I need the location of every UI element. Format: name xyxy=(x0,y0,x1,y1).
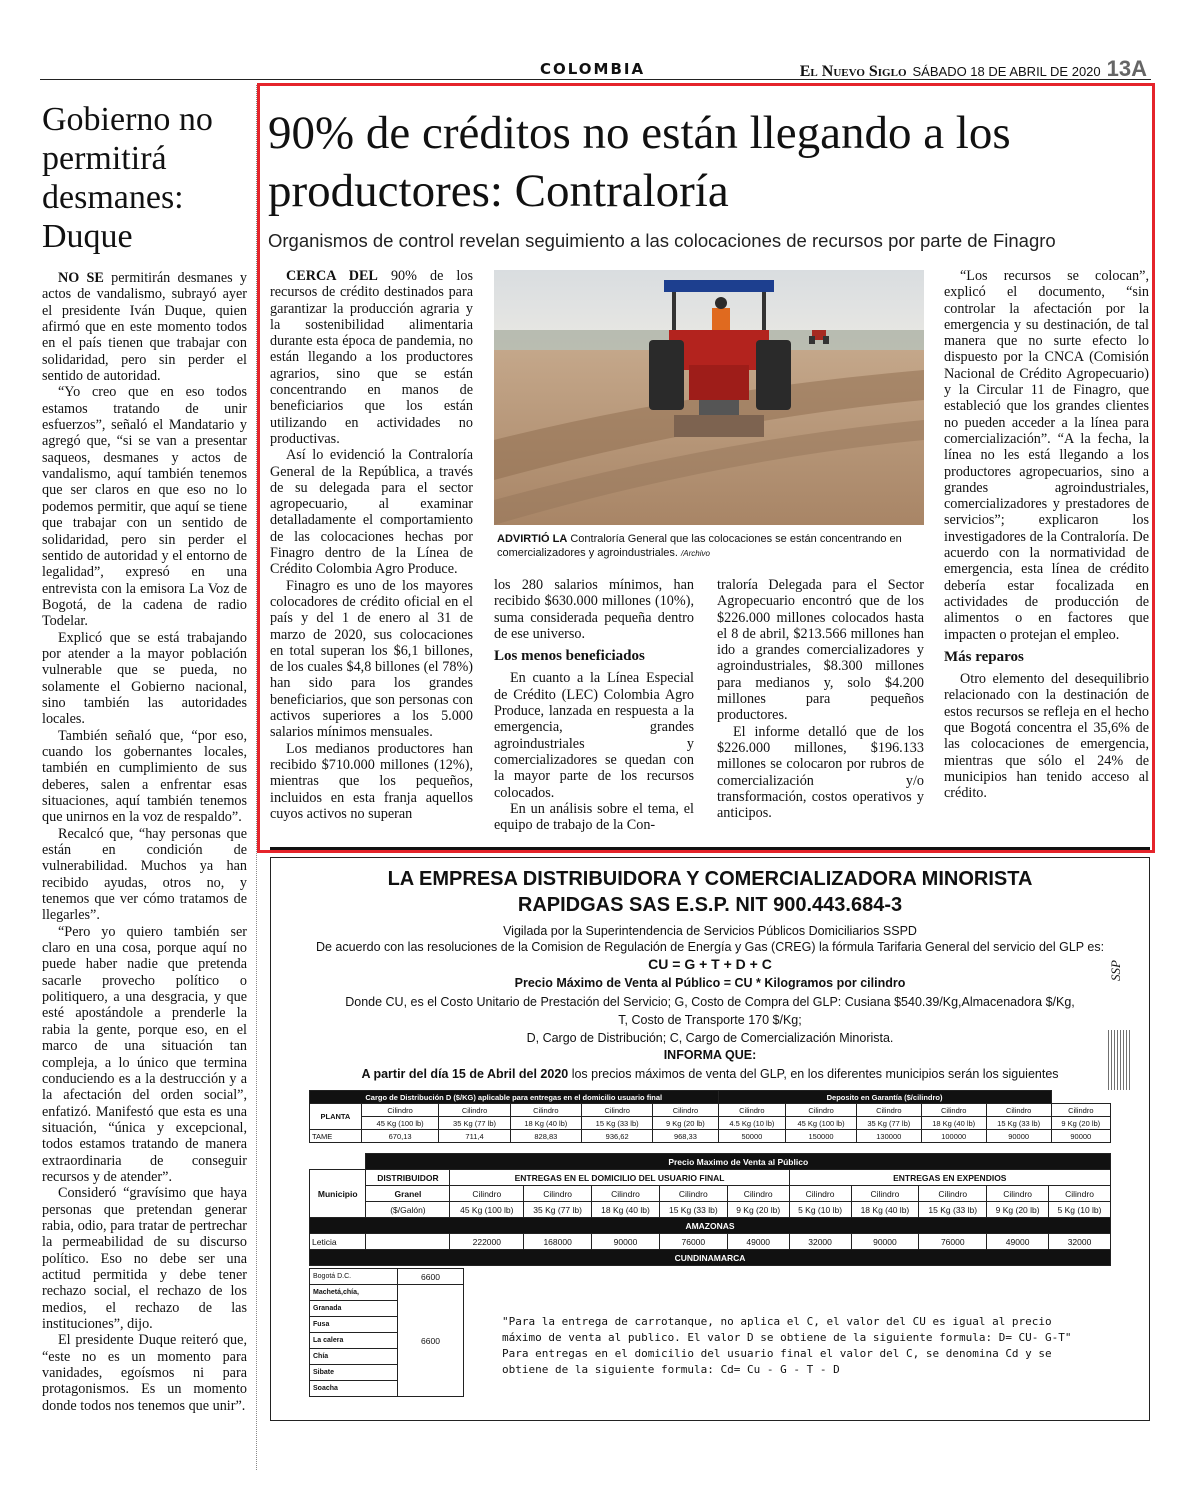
cilindro-label: Cilindro xyxy=(659,1186,727,1202)
amazonas-header: AMAZONAS xyxy=(310,1218,1111,1234)
municipio-name: Granada xyxy=(310,1301,398,1317)
cargo-distribucion-table xyxy=(309,1090,1111,1143)
lead-word: CERCA DEL xyxy=(286,268,378,284)
paragraph: Así lo evidenció la Contraloría General de la República, a través de su delegada para el sector agropecuario, al examinar detalladamente el comportamiento de las colocaciones hechas por Finagro dentro de la Línea de Crédito Colombia Agro Produce. xyxy=(270,447,473,578)
tame-value: 100000 xyxy=(921,1130,986,1143)
cylinder-size: 45 Kg (100 lb) xyxy=(361,1117,439,1130)
caption-lead: ADVIRTIÓ LA xyxy=(497,533,568,545)
cilindro-label: Cilindro xyxy=(786,1104,857,1117)
precio-header: Precio Maximo de Venta al Público xyxy=(366,1154,1111,1170)
paragraph: traloría Delegada para el Sector Agropecuario encontró que de los $226.000 millones colocados hasta el 8 de abril, $213.566 millones han ido a grandes comercializadores y agroindustriales, $8.300 millones para medianos y, solo $4.200 millones para pequeños productores. xyxy=(717,577,924,724)
photo-caption xyxy=(497,532,927,561)
leticia-label: Leticia xyxy=(310,1234,366,1250)
cylinder-size: 9 Kg (20 lb) xyxy=(987,1202,1049,1218)
cundinamarca-municipios-table xyxy=(309,1268,464,1397)
municipio-header: Municipio xyxy=(310,1170,366,1218)
cilindro-label: Cilindro xyxy=(582,1104,653,1117)
effective-date: A partir del día 15 de Abril del 2020 xyxy=(361,1067,569,1081)
effective-text: los precios máximos de venta del GLP, en los diferentes municipios serán los siguientes xyxy=(568,1067,1059,1081)
subheading: Los menos beneficiados xyxy=(494,648,645,665)
tractor-field-photo xyxy=(494,270,924,525)
tame-value: 936,62 xyxy=(582,1130,653,1143)
cilindro-label: Cilindro xyxy=(921,1104,986,1117)
cylinder-size: 35 Kg (77 lb) xyxy=(524,1202,592,1218)
cilindro-row xyxy=(310,1104,1111,1117)
granel-value: 6600 xyxy=(398,1269,464,1285)
paragraph-text: permitirán desmanes y actos de vandalismo, subrayó ayer el presidente Iván Duque, quien afirmó que en este momento todos en el país tienen que trabajar con solidaridad, pero sin perder el sentido de autoridad. xyxy=(42,270,247,385)
caption-text: Contraloría General que las colocaciones se están concentrando en comercializadores y agroindustriales. xyxy=(497,533,902,559)
paragraph: Explicó que se está trabajando por atender a la mayor población vulnerable que se pueda, no solamente el Gobierno nacional, sino también las autoridades locales. xyxy=(42,629,247,728)
municipio-name: Chía xyxy=(310,1349,398,1365)
paragraph xyxy=(270,268,473,447)
cylinder-size: 45 Kg (100 lb) xyxy=(450,1202,524,1218)
sspd-logo: SSP xyxy=(1108,960,1123,981)
article-column-4 xyxy=(944,268,1149,802)
paragraph: “Pero yo quiero también ser claro en una cosa, porque aquí no puede haber nadie que pretenda sacarle provecho político o politiquero, a una desgracia, y que esté apostándole a prenderle la rabia la gente, porque eso, en el marco de una situación tan compleja, a lo único que termina conduciendo es a la destrucción y a la afectación del orden social”, enfatizó. Manifestó que esta es una situación, “única y excepcional, todos estamos tratando de manera extraordinaria de conseguir recursos y de atender”. xyxy=(42,923,247,1185)
size-row xyxy=(310,1202,1111,1218)
ad-effective-date-line xyxy=(270,1067,1150,1082)
paragraph: “Los recursos se colocan”, explicó el documento, “sin controlar la afectación por la emergencia y su destinación, de tal manera que no surte efecto lo dispuesto por la CNCA (Comisión Nacional de Crédito Agropecuario) y la Circular 11 de Finagro, que estableció que los grandes clientes no pueden acceder a la línea para comercialización”. “A la fecha, la línea no les está llegando a los productores agropecuarios, sino a grandes agroindustriales, comercializadores y prestadores de servicios”; explicaron los investigadores de la Contraloría. De acuerdo con la normatividad de emergencia, esta línea de crédito debería estar focalizada en actividades de producción de alimentos o en factores que impacten o protejan el empleo. xyxy=(944,268,1149,643)
size-row xyxy=(310,1117,1111,1130)
main-article-headline: 90% de créditos no están llegando a los productores: Contraloría xyxy=(268,107,1011,217)
leticia-price: 49000 xyxy=(727,1234,789,1250)
cylinder-size: 15 Kg (33 lb) xyxy=(659,1202,727,1218)
leticia-price: 168000 xyxy=(524,1234,592,1250)
cylinder-size: 18 Kg (40 lb) xyxy=(592,1202,660,1218)
galon-header: ($/Galón) xyxy=(366,1202,450,1218)
page-number: 13A xyxy=(1106,56,1147,81)
cylinder-size: 9 Kg (20 lb) xyxy=(727,1202,789,1218)
municipio-name: Machetá,chía, xyxy=(310,1285,398,1301)
cilindro-row xyxy=(310,1186,1111,1202)
cylinder-size: 4.5 Kg (10 lb) xyxy=(718,1117,786,1130)
photo-credit: /Archivo xyxy=(681,549,710,558)
sspd-fine-print xyxy=(1108,1030,1130,1090)
cilindro-label: Cilindro xyxy=(919,1186,987,1202)
cilindro-label: Cilindro xyxy=(987,1186,1049,1202)
cylinder-size: 15 Kg (33 lb) xyxy=(919,1202,987,1218)
section-label: COLOMBIA xyxy=(540,60,646,78)
expendios-header: ENTREGAS EN EXPENDIOS xyxy=(789,1170,1110,1186)
ad-informa-que: INFORMA QUE: xyxy=(663,1048,757,1062)
leticia-price: 90000 xyxy=(592,1234,660,1250)
leticia-price: 222000 xyxy=(450,1234,524,1250)
paragraph: En cuanto a la Línea Especial de Crédito (LEC) Colombia Agro Produce, lanzada en respuesta a la emergencia, grandes agroindustriales y comercializadores se quedan con la mayor parte de los recursos colocados. xyxy=(494,670,694,801)
cilindro-label: Cilindro xyxy=(653,1104,718,1117)
cylinder-size: 5 Kg (10 lb) xyxy=(789,1202,851,1218)
tame-value: 828,83 xyxy=(510,1130,581,1143)
tame-value: 150000 xyxy=(786,1130,857,1143)
paragraph: También señaló que, “por eso, cuando los gobernantes locales, también en cumplimiento de sus deberes, salen a enfrentar esas situaciones, aquí también tenemos que unirnos en la voz de respaldo”. xyxy=(42,727,247,826)
tame-label: TAME xyxy=(310,1130,362,1143)
left-article-body xyxy=(42,270,247,1414)
paragraph xyxy=(42,270,247,384)
article-column-2 xyxy=(494,577,694,833)
paragraph: “Yo creo que en eso todos estamos tratando de unir esfuerzos”, señaló el Mandatario y agregó que, “si se van a presentar saqueos, desmanes y actos de vandalismo, aquí también tenemos que ser claros en que eso no lo podemos permitir, que aquí se tiene que trabajar con un sentido de solidaridad, pero sin perder el sentido de autoridad y el entorno de legalidad”, expresó en una entrevista con la emisora La Voz de Bogotá, de la cadena de radio Todelar. xyxy=(42,384,247,630)
cylinder-size: 15 Kg (33 lb) xyxy=(986,1117,1051,1130)
cilindro-label: Cilindro xyxy=(851,1186,919,1202)
cylinder-size: 45 Kg (100 lb) xyxy=(786,1117,857,1130)
leticia-price: 32000 xyxy=(1049,1234,1111,1250)
main-article-deck: Organismos de control revelan seguimiento a las colocaciones de recursos por parte de Finagro xyxy=(268,230,1056,251)
paragraph-text: 90% de los recursos de crédito destinados para garantizar la producción agraria y la sostenibilidad alimentaria durante esta época de pandemia, no están llegando a los productores agrarios, sino que se están concentrando en manos de beneficiarios que los están utilizando en actividades no productivas. xyxy=(270,268,473,447)
leticia-price: 32000 xyxy=(789,1234,851,1250)
ad-formula: CU = G + T + D + C xyxy=(648,956,772,972)
cylinder-size: 5 Kg (10 lb) xyxy=(1049,1202,1111,1218)
paragraph: En un análisis sobre el tema, el equipo de trabajo de la Con- xyxy=(494,800,694,834)
article-column-1 xyxy=(270,268,473,822)
municipio-name: Sibate xyxy=(310,1365,398,1381)
cilindro-label: Cilindro xyxy=(789,1186,851,1202)
top-rule xyxy=(40,79,1151,80)
cylinder-size: 35 Kg (77 lb) xyxy=(856,1117,921,1130)
planta-label: PLANTA xyxy=(310,1104,362,1130)
ad-definitions-line-1: Donde CU, es el Costo Unitario de Prestación del Servicio; G, Costo de Compra del GLP: Cusiana $540.39/Kg,Almacenadora $/Kg, xyxy=(345,995,1075,1009)
cargo-header: Cargo de Distribución D ($/KG) aplicable para entregas en el domicilio usuario final xyxy=(310,1091,719,1104)
left-article-headline: Gobierno no permitirá desmanes: Duque xyxy=(42,101,213,255)
cylinder-size: 18 Kg (40 lb) xyxy=(510,1117,581,1130)
leticia-granel xyxy=(366,1234,450,1250)
cylinder-size: 18 Kg (40 lb) xyxy=(851,1202,919,1218)
ad-creg-line: De acuerdo con las resoluciones de la Comision de Regulación de Energía y Gas (CREG) la fórmula Tarifaria General del servicio del GLP es: xyxy=(315,940,1105,954)
cundinamarca-header: CUNDINAMARCA xyxy=(310,1250,1111,1266)
ad-price-formula: Precio Máximo de Venta al Público = CU * Kilogramos por cilindro xyxy=(514,976,906,990)
cilindro-label: Cilindro xyxy=(450,1186,524,1202)
cilindro-label: Cilindro xyxy=(1051,1104,1110,1117)
paragraph: Recalcó que, “hay personas que están en condición de vulnerabilidad. Muchos ya han recibido ayudas, otros no, y tenemos que ver cómo tratamos de llegarles”. xyxy=(42,825,247,924)
publication-date: SÁBADO 18 DE ABRIL DE 2020 xyxy=(912,64,1101,79)
lead-word: NO SE xyxy=(58,270,104,286)
paragraph: Otro elemento del desequilibrio relacionado con la destinación de estos recursos se refleja en el hecho que Bogotá concentra el 35,6% de las colocaciones de emergencia, mientras que sólo el 24% de municipios han tenido acceso al crédito. xyxy=(944,671,1149,802)
cylinder-size: 9 Kg (20 lb) xyxy=(653,1117,718,1130)
ad-company-name: RAPIDGAS SAS E.S.P. NIT 900.443.684-3 xyxy=(517,894,903,916)
leticia-row xyxy=(310,1234,1111,1250)
tame-value: 90000 xyxy=(1051,1130,1110,1143)
ad-title: LA EMPRESA DISTRIBUIDORA Y COMERCIALIZADORA MINORISTA xyxy=(387,868,1033,890)
tame-value: 670,13 xyxy=(361,1130,439,1143)
ad-definitions-line-3: D, Cargo de Distribución; C, Cargo de Comercialización Minorista. xyxy=(526,1031,894,1045)
leticia-price: 90000 xyxy=(851,1234,919,1250)
blank-cell xyxy=(310,1154,366,1170)
municipio-name: Fusa xyxy=(310,1317,398,1333)
ad-vigilada-line: Vigilada por la Superintendencia de Servicios Públicos Domiciliarios SSPD xyxy=(503,924,917,938)
cilindro-label: Cilindro xyxy=(856,1104,921,1117)
tame-value: 90000 xyxy=(986,1130,1051,1143)
paragraph: Consideró “gravísimo que haya personas que pretendan generar rabia, odio, para tratar de pertrechar la permeabilidad de su discurso político. Eso no debe ser una actitud permitida y debe tener rechazo social, el rechazo de los medios, el rechazo de las instituciones”, dijo. xyxy=(42,1185,247,1332)
cilindro-label: Cilindro xyxy=(727,1186,789,1202)
tame-row xyxy=(310,1130,1111,1143)
ad-footnote: "Para la entrega de carrotanque, no aplica el C, el valor del CU es igual al precio máximo de venta al publico. El valor D se obtiene de la siguiente formula: D= CU- G-T" Para entregas en el domicilio del usuario final el valor del C, se denomina Cd y se obtiene de la siguiente formula: Cd= Cu - G - T - D xyxy=(502,1315,1072,1376)
left-article xyxy=(42,100,247,1414)
tame-value: 130000 xyxy=(856,1130,921,1143)
paragraph: Los medianos productores han recibido $710.000 millones (12%), mientras que los pequeños, incluidos en esta franja aquellos cuyos activos no superan xyxy=(270,740,473,822)
cylinder-size: 15 Kg (33 lb) xyxy=(582,1117,653,1130)
leticia-price: 76000 xyxy=(919,1234,987,1250)
leticia-price: 76000 xyxy=(659,1234,727,1250)
cilindro-label: Cilindro xyxy=(592,1186,660,1202)
tame-value: 711,4 xyxy=(439,1130,510,1143)
municipio-name: Bogotá D.C. xyxy=(310,1269,398,1285)
cilindro-label: Cilindro xyxy=(1049,1186,1111,1202)
paragraph: El informe detalló que de los $226.000 millones, $196.133 millones se colocaron por rubros de comercialización y/o transformación, costos operativos y anticipos. xyxy=(717,723,924,822)
cilindro-label: Cilindro xyxy=(524,1186,592,1202)
granel-value: 6600 xyxy=(398,1285,464,1397)
municipio-name: La calera xyxy=(310,1333,398,1349)
newspaper-name: El Nuevo Siglo xyxy=(799,63,907,80)
ad-definitions-line-2: T, Costo de Transporte 170 $/Kg; xyxy=(618,1013,802,1027)
leticia-price: 49000 xyxy=(987,1234,1049,1250)
article-column-3 xyxy=(717,577,924,821)
cilindro-label: Cilindro xyxy=(510,1104,581,1117)
paragraph: los 280 salarios mínimos, han recibido $630.000 millones (10%), suma considerada pequeña dentro de ese universo. xyxy=(494,577,694,642)
cilindro-label: Cilindro xyxy=(986,1104,1051,1117)
precio-maximo-table xyxy=(309,1153,1111,1266)
cylinder-size: 35 Kg (77 lb) xyxy=(439,1117,510,1130)
deposito-header: Deposito en Garantía ($/cilindro) xyxy=(718,1091,1051,1104)
municipio-name: Soacha xyxy=(310,1381,398,1397)
cylinder-size: 18 Kg (40 lb) xyxy=(921,1117,986,1130)
paragraph: El presidente Duque reiteró que, “este no es un momento para vanidades, egoísmos ni para protagonismos. Es un momento donde todos nos tenemos que unir”. xyxy=(42,1332,247,1414)
granel-header: Granel xyxy=(366,1186,450,1202)
tame-value: 968,33 xyxy=(653,1130,718,1143)
domicilio-header: ENTREGAS EN EL DOMICILIO DEL USUARIO FINAL xyxy=(450,1170,789,1186)
ad-top-rule xyxy=(270,847,1150,850)
distribuidor-header: DISTRIBUIDOR xyxy=(366,1170,450,1186)
cilindro-label: Cilindro xyxy=(361,1104,439,1117)
paragraph: Finagro es uno de los mayores colocadores de crédito oficial en el país y del 1 de enero al 31 de marzo de 2020, sus colocaciones en total superan los $6,1 billones, de los cuales $4,8 billones (el 78%) han sido para los grandes beneficiarios, que son personas con activos superiores a los 5.000 salarios mínimos mensuales. xyxy=(270,577,473,741)
cylinder-size: 9 Kg (20 lb) xyxy=(1051,1117,1110,1130)
tame-value: 50000 xyxy=(718,1130,786,1143)
cilindro-label: Cilindro xyxy=(718,1104,786,1117)
tractor-photo-illustration xyxy=(494,270,924,525)
subheading: Más reparos xyxy=(944,648,1024,665)
cilindro-label: Cilindro xyxy=(439,1104,510,1117)
